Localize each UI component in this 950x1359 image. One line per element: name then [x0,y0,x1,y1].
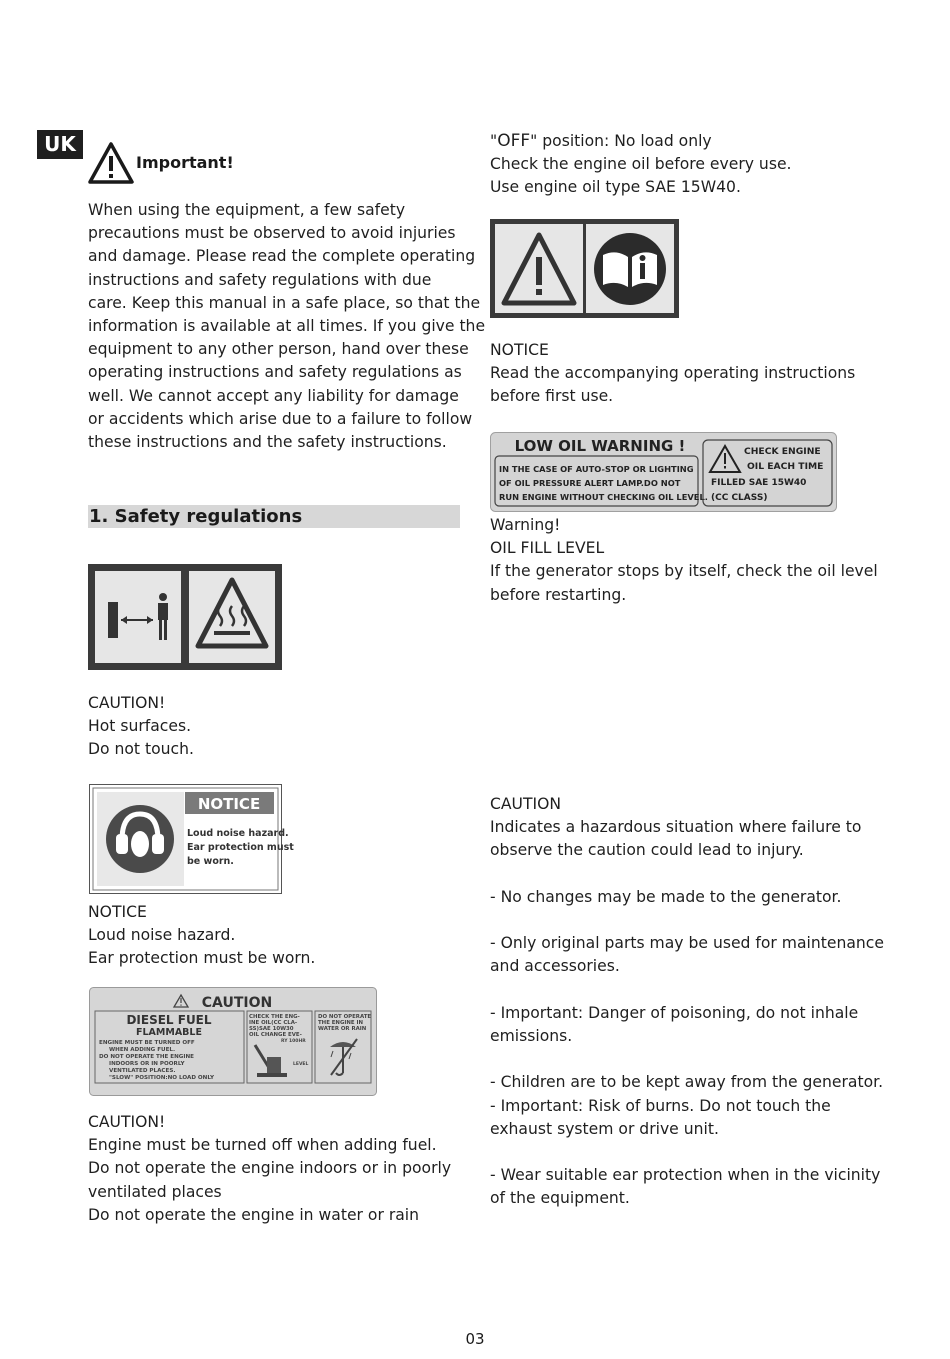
text-line: Loud noise hazard. [88,926,236,945]
page-number: 03 [465,1330,485,1348]
oil-label-right-line: FILLED SAE 15W40 [711,478,807,488]
oil-label-line: RUN ENGINE WITHOUT CHECKING OIL LEVEL. [499,492,708,502]
text-line: care. Keep this manual in a safe place, so that the [88,293,481,312]
fuel-label-header: CAUTION [201,995,273,1011]
text-line: OIL FILL LEVEL [490,539,605,558]
important-title: Important! [136,153,234,172]
blank-line [490,1141,884,1164]
blank-line [490,863,884,886]
blank-line [490,979,884,1002]
oil-caption [490,514,878,607]
text-line: - Children are to be kept away from the generator. [490,1073,884,1092]
text-line: - Important: Danger of poisoning, do not inhale [490,1003,859,1022]
text-line: - Important: Risk of burns. Do not touch the [490,1096,831,1115]
fuel-label-middle-line: RY 100HR [281,1039,306,1044]
text-line: of the equipment. [490,1189,630,1208]
text-line: Check the engine oil before every use. [490,155,792,174]
fuel-label-right-line: WATER OR RAIN [318,1026,367,1032]
noise-label-line: Loud noise hazard. [187,828,289,839]
text-line: If the generator stops by itself, check the oil level [490,562,878,581]
text-line: Do not operate the engine in water or rain [88,1205,420,1224]
warning-triangle-icon [88,141,134,185]
text-line: Read the accompanying operating instructions [490,364,856,383]
text-line: and accessories. [490,957,620,976]
oil-label-right-line: (CC CLASS) [711,493,768,503]
text-line: Ear protection must be worn. [88,949,316,968]
blank-line [490,909,884,932]
noise-label-line: Ear protection must [187,842,294,853]
quote-open: " [490,132,498,150]
blank-line [490,1048,884,1071]
text-line: equipment to any other person, hand over these [88,340,469,359]
ear-protection-icon [106,805,174,873]
fuel-label-line: DO NOT OPERATE THE ENGINE [99,1054,194,1060]
text-line: CAUTION [490,795,562,813]
text-line: Hot surfaces. [88,717,192,736]
fuel-label-middle-line: INE OIL(CC CLA- [249,1020,298,1026]
fuel-label-level: LEVEL [293,1062,309,1067]
text-line: instructions and safety regulations with due [88,270,432,289]
text-line: Do not operate the engine indoors or in poorly [88,1159,452,1178]
text-line: information is available at all times. If you give the [88,317,486,336]
text-line: precautions must be observed to avoid injuries [88,224,456,243]
fuel-label-line: ENGINE MUST BE TURNED OFF [99,1040,195,1046]
off-word: OFF [497,131,531,151]
fuel-label-middle-line: CHECK THE ENG- [249,1014,300,1020]
section-title: 1. Safety regulations [88,505,460,528]
text-line: exhaust system or drive unit. [490,1119,719,1138]
fuel-label-middle-line: SS)SAE 10W30 [249,1026,294,1032]
text-line: operating instructions and safety regulations as [88,363,462,382]
text-line: Do not touch. [88,740,194,759]
noise-caption [88,901,315,971]
noise-notice-label [89,784,294,894]
noise-label-header: NOTICE [197,795,261,813]
text-line: or accidents which arise due to a failure to follow [88,409,473,428]
oil-label-line: IN THE CASE OF AUTO-STOP OR LIGHTING [499,464,694,474]
text-line: CAUTION! [88,694,166,712]
text-line: NOTICE [490,341,549,359]
fuel-label-title: DIESEL FUEL [126,1013,212,1027]
text-line: - No changes may be made to the generator. [490,887,842,906]
hot-surface-sign [88,564,282,670]
text-line: well. We cannot accept any liability for damage [88,386,459,405]
manual-caption [490,339,855,409]
text-line: CAUTION! [88,1113,166,1131]
fuel-label-line: INDOORS OR IN POORLY [109,1061,185,1067]
fuel-label-subtitle: FLAMMABLE [136,1027,202,1038]
text-line: emissions. [490,1027,573,1046]
text-line: When using the equipment, a few safety [88,201,406,219]
text-line: Indicates a hazardous situation where failure to [490,818,862,837]
text-line: Use engine oil type SAE 15W40. [490,178,741,197]
low-oil-warning-label [490,432,837,512]
caution-list [490,793,884,1211]
text-line: these instructions and the safety instructions. [88,433,447,452]
oil-label-title: LOW OIL WARNING ! [514,437,686,455]
text-line: before restarting. [490,585,627,604]
text-line: - Wear suitable ear protection when in the vicinity [490,1166,881,1185]
text-line: observe the caution could lead to injury. [490,841,804,860]
off-position-text [490,130,792,200]
fuel-label-line: "SLOW" POSITION:NO LOAD ONLY [109,1075,215,1081]
fuel-caption [88,1111,451,1227]
text-line: before first use. [490,387,614,406]
noise-label-line: be worn. [187,856,234,867]
fuel-label-line: WHEN ADDING FUEL. [109,1047,176,1053]
important-paragraph [88,199,485,454]
fuel-label-line: VENTILATED PLACES. [109,1068,176,1074]
oil-label-right-line: CHECK ENGINE [744,446,821,457]
text-line: Engine must be turned off when adding fuel. [88,1136,437,1155]
oil-label-right-line: OIL EACH TIME [747,461,824,472]
text-line: and damage. Please read the complete operating [88,247,476,266]
fuel-label-middle-line: OIL CHANGE EVE- [249,1032,302,1038]
diesel-fuel-caution-label [89,987,377,1096]
fuel-label-right-line: THE ENGINE IN [318,1020,363,1026]
text-line: NOTICE [88,903,147,921]
off-position-line [490,130,792,153]
read-manual-sign [490,219,679,318]
hot-surface-caption [88,692,194,762]
off-rest: " position: No load only [530,132,712,150]
fuel-label-right-line: DO NOT OPERATE [318,1014,372,1020]
text-line: Warning! [490,516,561,534]
language-badge: UK [37,130,83,159]
manual-book-icon [594,233,666,305]
text-line: - Only original parts may be used for maintenance [490,934,884,953]
oil-label-line: OF OIL PRESSURE ALERT LAMP.DO NOT [499,478,681,488]
text-line: ventilated places [88,1182,222,1201]
